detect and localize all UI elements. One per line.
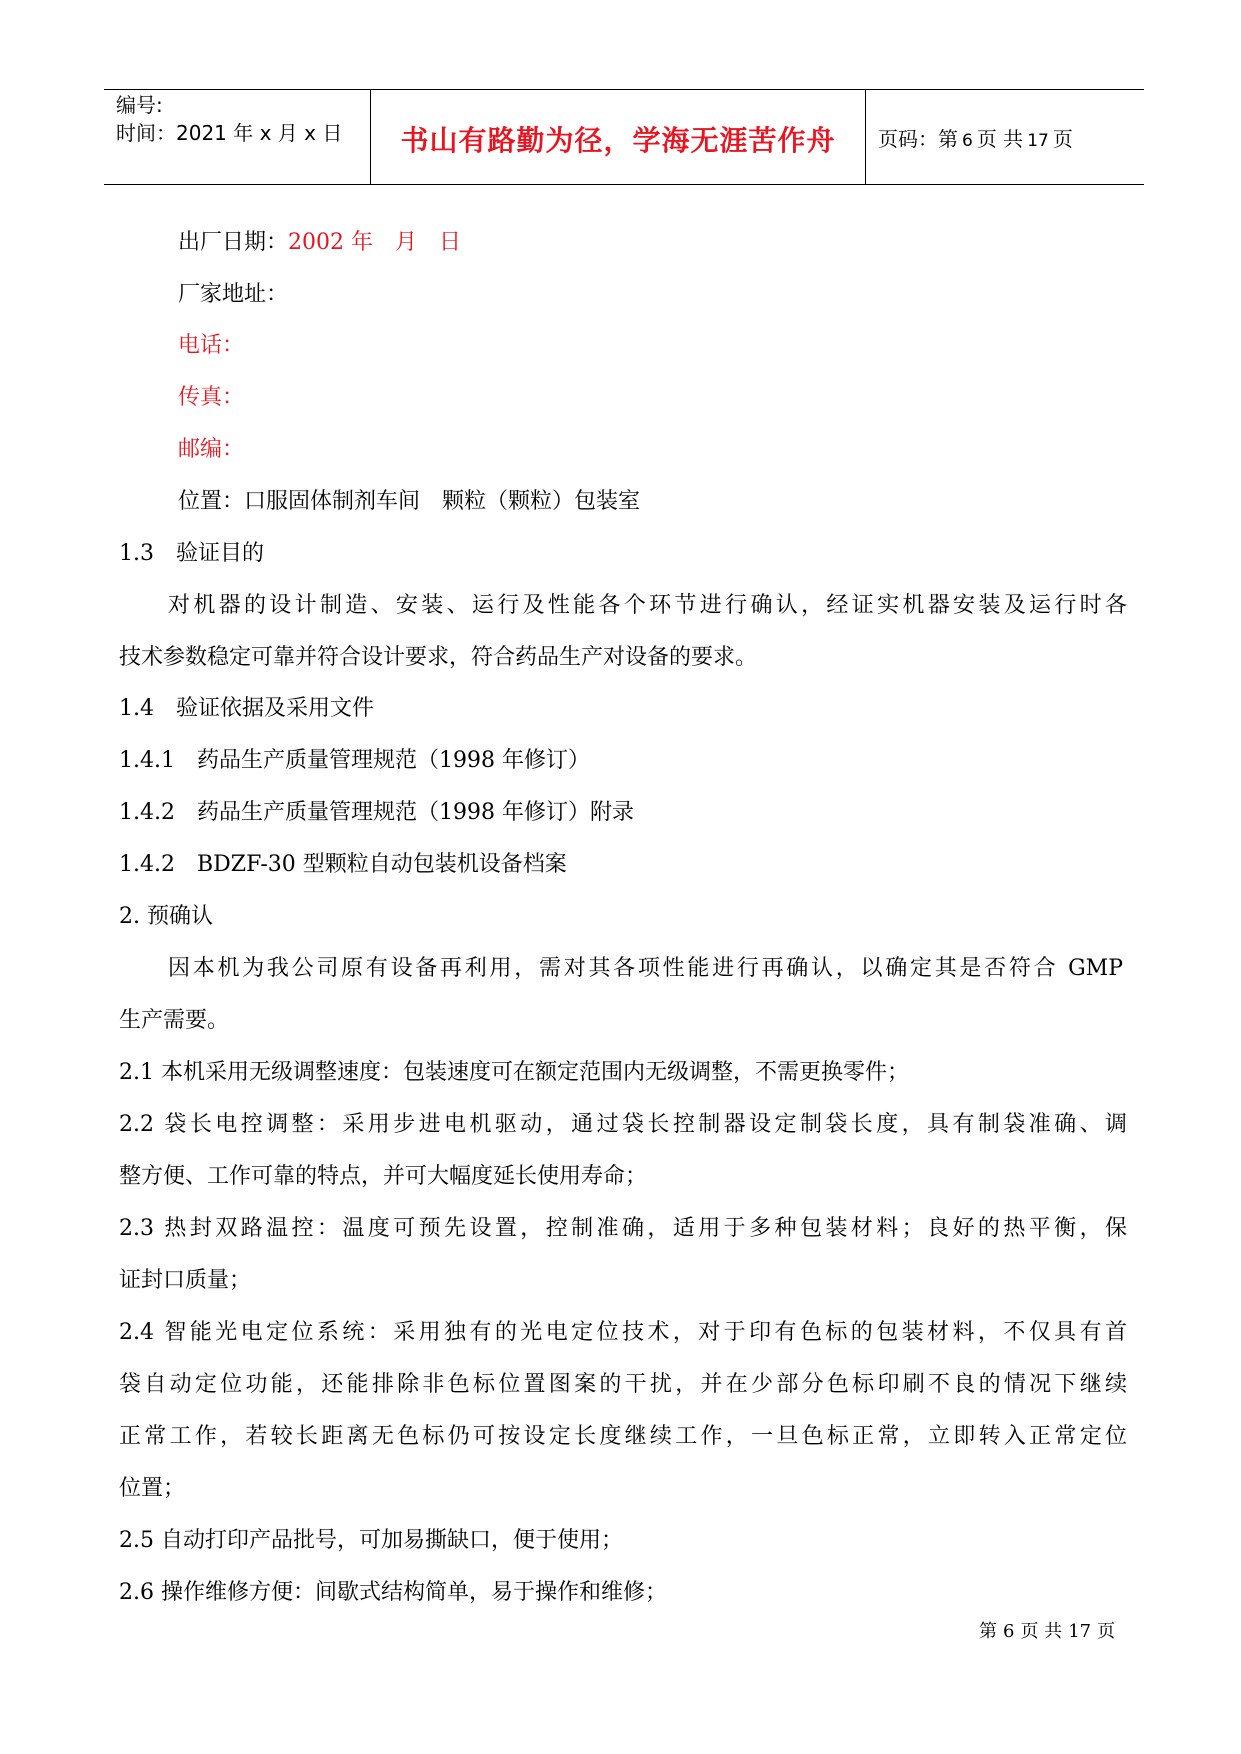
- list-item: 1.4.2 BDZF-30 型颗粒自动包装机设备档案: [119, 852, 567, 877]
- list-item: 2.5 自动打印产品批号，可加易撕缺口，便于使用；: [119, 1528, 623, 1553]
- factory-date-line: [178, 228, 461, 258]
- location-line: 位置：口服固体制剂车间 颗粒（颗粒）包装室: [178, 489, 641, 514]
- section-heading-2: 2. 预确认: [119, 904, 213, 929]
- section-heading-1-3: 1.3 验证目的: [119, 541, 264, 566]
- page-footer: [979, 1617, 1115, 1643]
- page-code-prefix: 页码：第: [878, 127, 958, 151]
- footer-current-page: 6: [1003, 1621, 1015, 1642]
- footer-prefix: 第: [979, 1621, 997, 1642]
- list-item: 2.3 热封双路温控：温度可预先设置，控制准确，适用于多种包装材料；良好的热平衡，保: [119, 1216, 1127, 1241]
- header-meta-cell: [104, 90, 371, 184]
- paragraph-line: 证封口质量；: [119, 1268, 252, 1293]
- paragraph-line: 正常工作，若较长距离无色标仍可按设定长度继续工作，一旦色标正常，立即转入正常定位: [119, 1424, 1127, 1449]
- footer-suffix: 页: [1097, 1621, 1116, 1642]
- document-number-label: 编号:: [116, 93, 163, 117]
- list-item: 1.4.1 药品生产质量管理规范（1998 年修订）: [119, 748, 590, 773]
- document-time-label: 时间：2021 年 x 月 x 日: [116, 121, 343, 145]
- header-motto-cell: [371, 90, 866, 184]
- list-item: 1.4.2 药品生产质量管理规范（1998 年修订）附录: [119, 800, 634, 825]
- list-item: 2.6 操作维修方便：间歇式结构简单，易于操作和维修；: [119, 1580, 667, 1605]
- factory-address-line: 厂家地址：: [178, 282, 289, 307]
- paragraph-line: 整方便、工作可靠的特点，并可大幅度延长使用寿命；: [119, 1164, 648, 1189]
- list-item: 2.2 袋长电控调整：采用步进电机驱动，通过袋长控制器设定制袋长度，具有制袋准确、调: [119, 1112, 1127, 1137]
- paragraph-line: 生产需要。: [119, 1008, 230, 1033]
- footer-total-pages: 17: [1068, 1621, 1092, 1642]
- footer-mid: 页 共: [1020, 1621, 1063, 1642]
- paragraph-line: 技术参数稳定可靠并符合设计要求，符合药品生产对设备的要求。: [119, 645, 758, 670]
- section-heading-1-4: 1.4 验证依据及采用文件: [119, 696, 374, 721]
- factory-date-label: 出厂日期：: [178, 230, 289, 255]
- factory-date-value: 2002 年 月 日: [288, 230, 461, 255]
- page-code-current: 6: [962, 131, 973, 151]
- paragraph-line: 位置；: [119, 1476, 186, 1501]
- page-code-suffix: 页: [1052, 127, 1073, 151]
- page-code-total: 17: [1027, 131, 1049, 151]
- header-page-code: [878, 123, 1073, 152]
- list-item: 2.4 智能光电定位系统：采用独有的光电定位技术，对于印有色标的包装材料，不仅具有首: [119, 1320, 1127, 1345]
- paragraph-line: 对机器的设计制造、安装、运行及性能各个环节进行确认，经证实机器安装及运行时各: [168, 593, 1127, 618]
- page-code-mid: 页 共: [976, 127, 1024, 151]
- fax-line: 传真：: [178, 385, 245, 410]
- list-item: 2.1 本机采用无级调整速度：包装速度可在额定范围内无级调整，不需更换零件；: [119, 1060, 909, 1085]
- postcode-line: 邮编：: [178, 437, 245, 462]
- page-header: [104, 89, 1144, 185]
- phone-line: 电话：: [178, 333, 245, 358]
- paragraph-line: 因本机为我公司原有设备再利用，需对其各项性能进行再确认，以确定其是否符合 GMP: [168, 956, 1123, 981]
- header-motto: 书山有路勤为径，学海无涯苦作舟: [400, 124, 836, 157]
- paragraph-line: 袋自动定位功能，还能排除非色标位置图案的干扰，并在少部分色标印刷不良的情况下继续: [119, 1372, 1127, 1397]
- header-page-cell: [866, 90, 1144, 184]
